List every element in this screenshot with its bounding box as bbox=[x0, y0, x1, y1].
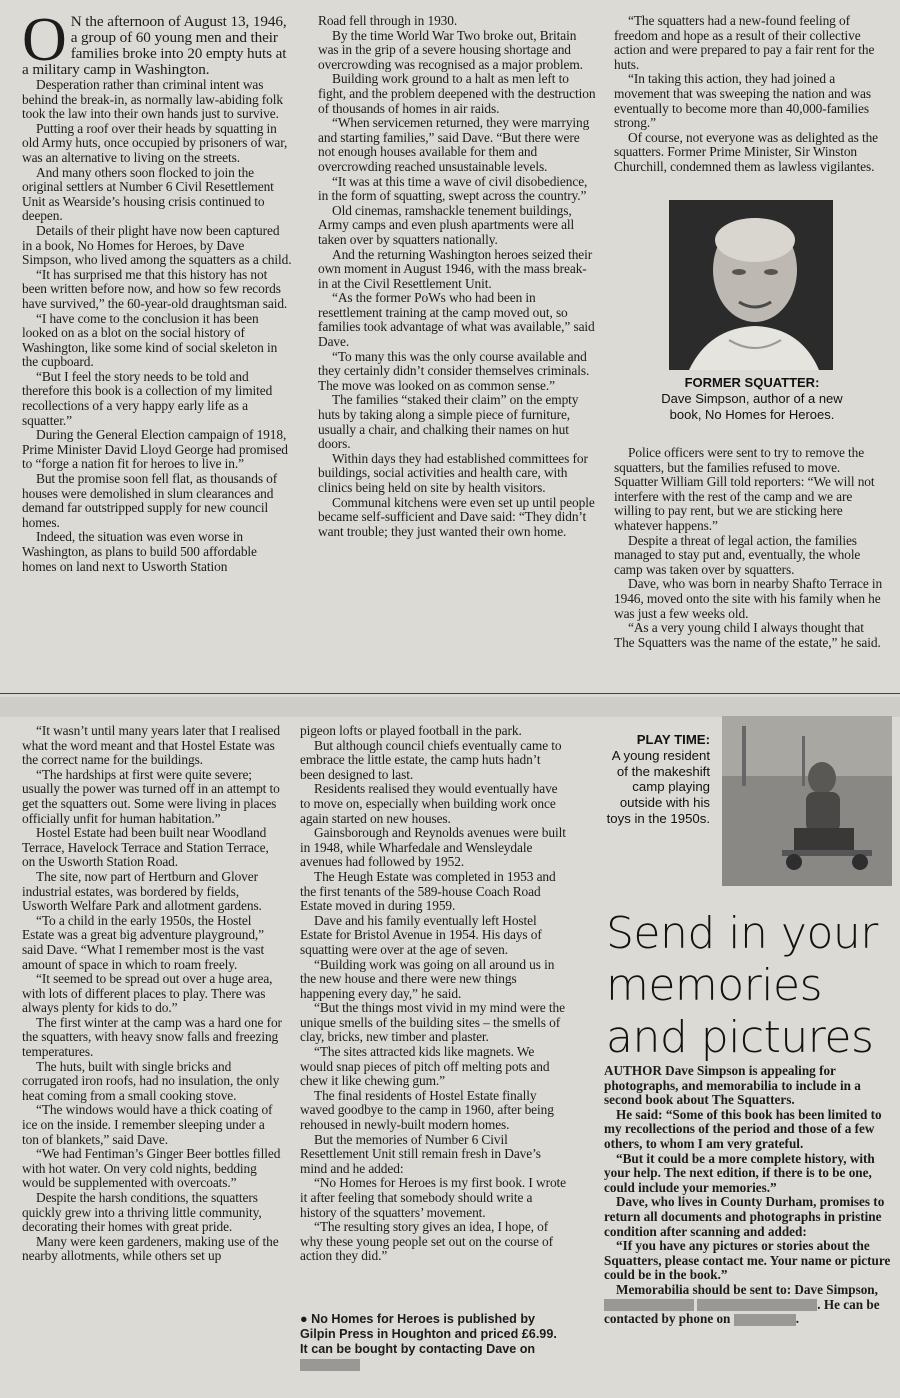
redacted-address-2 bbox=[697, 1299, 817, 1311]
paragraph: “The squatters had a new-found feeling of freedom and hope as a result of their collective action and were prepared to pay a fair rent for the huts. bbox=[614, 14, 875, 72]
paragraph: “But the things most vivid in my mind were the unique smells of the building sites – the smells of clay, bricks, new timber and plaster. bbox=[300, 1000, 565, 1045]
paragraph: Road fell through in 1930. bbox=[318, 14, 458, 28]
paragraph: AUTHOR Dave Simpson is appealing for photographs, and memorabilia to include in a second book about The Squatters. bbox=[604, 1064, 861, 1108]
paragraph: Putting a roof over their heads by squatting in old Army huts, once occupied by prisoners of war, was an alternative to living on the streets. bbox=[22, 120, 288, 165]
intro-paragraph bbox=[22, 14, 292, 78]
appeal-contact-b: . He can be contacted by phone on bbox=[604, 1296, 880, 1327]
column-2-body bbox=[318, 14, 596, 539]
paragraph: Dave, who lives in County Durham, promises to return all documents and photographs in pristine condition after scanning and added: bbox=[604, 1194, 885, 1239]
redacted-phone bbox=[734, 1314, 796, 1326]
paragraph: “To many this was the only course available and they certainly didn’t consider themselves criminals. The move was looked on as common sense.” bbox=[318, 348, 590, 393]
paragraph: pigeon lofts or played football in the park. bbox=[300, 724, 522, 738]
author-portrait-image bbox=[669, 200, 833, 370]
column-3-top-body bbox=[614, 14, 886, 175]
paragraph: The final residents of Hostel Estate finally waved goodbye to the camp in 1960, after being rehoused in newly-built modern homes. bbox=[300, 1087, 554, 1133]
appeal-headline: Send in your memories and pictures bbox=[606, 908, 878, 1063]
paragraph: And many others soon flocked to join the original settlers at Number 6 Civil Resettlement Unit as Wearside’s housing crisis continued to deepen. bbox=[22, 164, 274, 224]
paragraph: “It has surprised me that this history has not been written before now, and how so few records have survived,” the 60-year-old draughtsman said. bbox=[22, 266, 288, 311]
column-3-bottom-body bbox=[614, 446, 886, 650]
column-5-body bbox=[300, 724, 566, 1264]
paragraph: But the memories of Number 6 Civil Resettlement Unit still remain fresh in Dave’s mind and he added: bbox=[300, 1131, 541, 1176]
paragraph: “But it could be a more complete history, with your help. The next edition, if there is to be one, could include your memories.” bbox=[604, 1150, 875, 1195]
paragraph: Building work ground to a halt as men left to fight, and the problem deepened with the destruction of thousands of homes in air raids. bbox=[318, 71, 596, 116]
fold-gap bbox=[0, 697, 900, 717]
caption-text: Dave Simpson, author of a new book, No Homes for Heroes. bbox=[661, 391, 843, 422]
paragraph: “As the former PoWs who had been in resettlement training at the camp moved out, so families took advantage of what was available,” said Dave. bbox=[318, 290, 595, 350]
paragraph: “As a very young child I always thought that The Squatters was the name of the estate,” he said. bbox=[614, 620, 881, 650]
column-4-body bbox=[22, 724, 284, 1264]
paragraph: “In taking this action, they had joined a movement that was sweeping the nation and was eventually to become more than 40,000-families strong.” bbox=[614, 71, 871, 131]
column-3-top bbox=[614, 14, 886, 196]
paragraph: By the time World War Two broke out, Britain was in the grip of a severe housing shortage and overcrowding was recognised as a major problem. bbox=[318, 27, 583, 72]
column-2 bbox=[318, 14, 596, 686]
caption-title: FORMER SQUATTER: bbox=[684, 375, 820, 390]
appeal-paragraphs bbox=[604, 1064, 892, 1283]
paragraph: The first winter at the camp was a hard one for the squatters, with heavy snow falls and freezing temperatures. bbox=[22, 1014, 282, 1060]
paragraph: Residents realised they would eventually have to move on, especially when building work once again started on new houses. bbox=[300, 781, 558, 826]
paragraph: Details of their plight have now been captured in a book, No Homes for Heroes, by Dave Simpson, who lived among the squatters as a child. bbox=[22, 222, 292, 268]
playtime-photo bbox=[722, 716, 892, 886]
column-1-body bbox=[22, 78, 292, 574]
paragraph: Old cinemas, ramshackle tenement buildings, Army camps and even plush apartments were all taken over by squatters nationally. bbox=[318, 202, 575, 247]
paragraph: “It wasn’t until many years later that I realised what the word meant and that Hostel Estate was the correct name for the buildings. bbox=[22, 724, 280, 768]
paragraph: And the returning Washington heroes seized their own moment in August 1946, with the mass break-in at the Civil Resettlement Unit. bbox=[318, 246, 593, 291]
paragraph: “No Homes for Heroes is my first book. I wrote it after feeling that somebody should write a history of the squatters’ movement. bbox=[300, 1175, 566, 1220]
playtime-caption bbox=[606, 732, 710, 827]
paragraph: “But I feel the story needs to be told and therefore this book is a collection of my limited recollections of a very happy early life as a squatter.” bbox=[22, 368, 273, 428]
column-4 bbox=[22, 724, 284, 1384]
paragraph: Despite a threat of legal action, the families managed to stay put and, eventually, the whole camp was taken over by squatters. bbox=[614, 532, 861, 577]
paragraph: “To a child in the early 1950s, the Hostel Estate was a great big adventure playground,” said Dave. “What I remember most is the vast amount of space in which to roam freely. bbox=[22, 912, 265, 972]
child-playing-image bbox=[722, 716, 892, 886]
column-3-bottom bbox=[614, 446, 886, 686]
paragraph: The huts, built with single bricks and corrugated iron roofs, had no insulation, the only heat coming from a small cooking stove. bbox=[22, 1058, 280, 1103]
playtime-title: PLAY TIME: bbox=[636, 732, 710, 747]
appeal-body bbox=[604, 1064, 892, 1327]
paragraph: Communal kitchens were even set up until people became self-sufficient and Dave said: “They didn’t want trouble; they just wanted their own home. bbox=[318, 494, 595, 539]
paragraph: Many were keen gardeners, making use of the nearby allotments, while others set up bbox=[22, 1233, 279, 1264]
column-1 bbox=[22, 14, 292, 686]
paragraph: But the promise soon fell flat, as thousands of houses were demolished in slum clearances and demand far outstripped supply for new council homes. bbox=[22, 471, 278, 530]
paragraph: “The resulting story gives an idea, I hope, of why these young people set out on the course of action they did.” bbox=[300, 1219, 554, 1264]
book-footnote bbox=[300, 1312, 562, 1372]
paragraph: Dave and his family eventually left Hostel Estate for Bristol Avenue in 1954. His days of squatting were over at the age of seven. bbox=[300, 912, 542, 957]
paragraph: Indeed, the situation was even worse in Washington, as plans to build 500 affordable homes on land next to Usworth Station bbox=[22, 529, 257, 574]
intro-text: N the afternoon of August 13, 1946, a group of 60 young men and their families broke into 20 empty huts at a military camp in Washington. bbox=[22, 14, 287, 78]
paragraph: Of course, not everyone was as delighted as the squatters. Former Prime Minister, Sir Winston Churchill, condemned them as lawless vigilantes. bbox=[614, 129, 879, 174]
drop-cap: O bbox=[22, 14, 67, 74]
paragraph: “When servicemen returned, they were marrying and starting families,” said Dave. “But there were not enough houses available for them and overcrowding reached unsustainable levels. bbox=[318, 115, 590, 174]
paragraph: Desperation rather than criminal intent was behind the break-in, as normally law-abiding folk took the law into their own hands just to survive. bbox=[22, 77, 283, 122]
paragraph: “The hardships at first were quite severe; usually the power was turned off in an attempt to get the squatters out. Some were living in places officially unfit for human habitation.” bbox=[22, 766, 280, 826]
paragraph: Despite the harsh conditions, the squatters quickly grew into a thriving little community, decorating their homes with great pride. bbox=[22, 1190, 262, 1235]
paragraph: Police officers were sent to try to remove the squatters, but the families refused to move. Squatter William Gill told reporters: “We will not interfere with the rest of the camp and we are willing to pay rent, but we are sticking here whatever happens.” bbox=[614, 446, 875, 533]
footnote-text: ● No Homes for Heroes is published by Gilpin Press in Houghton and priced £6.99. It can be bought by contacting Dave on bbox=[300, 1312, 557, 1356]
paragraph: “It was at this time a wave of civil disobedience, in the form of squatting, swept across the country.” bbox=[318, 173, 588, 204]
column-5 bbox=[300, 724, 566, 1308]
appeal-contact-a: Memorabilia should be sent to: Dave Simpson, bbox=[616, 1281, 878, 1297]
appeal-contact bbox=[604, 1283, 892, 1327]
paragraph: “Building work was going on all around us in the new house and there were new things happening every day,” he said. bbox=[300, 956, 555, 1001]
author-photo-caption bbox=[655, 375, 849, 423]
paragraph: But although council chiefs eventually came to embrace the little estate, the camp huts hadn’t been designed to last. bbox=[300, 737, 562, 782]
paragraph: Hostel Estate had been built near Woodland Terrace, Havelock Terrace and Station Terrace, on the Usworth Station Road. bbox=[22, 825, 269, 870]
paragraph: “I have come to the conclusion it has been looked on as a blot on the social history of Washington, like some kind of social skeleton in the cupboard. bbox=[22, 310, 278, 370]
paragraph: “The sites attracted kids like magnets. We would snap pieces of pitch off melting pots and chew it like chewing gum.” bbox=[300, 1044, 550, 1089]
paragraph: “If you have any pictures or stories about the Squatters, please contact me. Your name or picture could be in the book.” bbox=[604, 1238, 891, 1283]
fold-divider bbox=[0, 693, 900, 694]
paragraph: The site, now part of Hertburn and Glover industrial estates, was bordered by fields, Usworth Welfare Park and allotment gardens. bbox=[22, 868, 262, 914]
paragraph: He said: “Some of this book has been limited to my recollections of the period and those of a few others, to whom I am very grateful. bbox=[604, 1106, 882, 1151]
paragraph: Dave, who was born in nearby Shafto Terrace in 1946, moved onto the site with his family when he was just a few weeks old. bbox=[614, 576, 883, 621]
paragraph: “The windows would have a thick coating of ice on the inside. I remember sleeping under a ton of blankets,” said Dave. bbox=[22, 1102, 273, 1147]
appeal-contact-c: . bbox=[795, 1311, 799, 1327]
paragraph: “We had Fentiman’s Ginger Beer bottles filled with hot water. On very cold nights, bedding would be supplemented with overcoats.” bbox=[22, 1146, 281, 1191]
playtime-text: A young resident of the makeshift camp playing outside with his toys in the 1950s. bbox=[606, 747, 710, 826]
redacted-contact bbox=[300, 1359, 360, 1371]
paragraph: The Heugh Estate was completed in 1953 and the first tenants of the 589-house Coach Road Estate moved in during 1959. bbox=[300, 868, 556, 914]
paragraph: “It seemed to be spread out over a huge area, with lots of different places to play. There was always plenty for kids to do.” bbox=[22, 971, 273, 1016]
author-photo bbox=[669, 200, 833, 370]
paragraph: Gainsborough and Reynolds avenues were built in 1948, while Wharfedale and Wensleydale avenues had followed by 1952. bbox=[300, 825, 566, 870]
redacted-address bbox=[604, 1299, 694, 1311]
paragraph: During the General Election campaign of 1918, Prime Minister David Lloyd George had promised to “forge a nation fit for heroes to live in.” bbox=[22, 427, 288, 472]
paragraph: Within days they had established committees for buildings, social activities and health care, with clinics being held on site by health visitors. bbox=[318, 450, 588, 495]
paragraph: The families “staked their claim” on the empty huts by taking along a simple piece of furniture, usually a chair, and chalking their names on hut doors. bbox=[318, 392, 579, 452]
